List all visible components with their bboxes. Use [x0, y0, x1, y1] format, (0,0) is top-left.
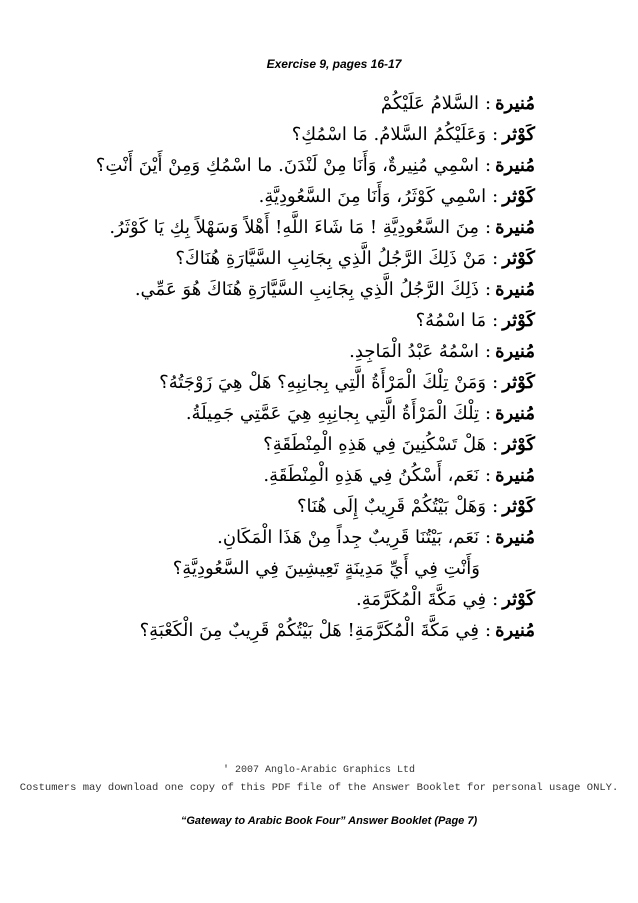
dialogue-line: [35, 615, 535, 646]
speaker-name: كَوْثر: [502, 248, 535, 269]
speaker-name: مُنيرة: [495, 217, 535, 238]
speaker-separator: :: [492, 310, 499, 331]
dialogue-line: [35, 460, 535, 491]
speaker-name: مُنيرة: [495, 341, 535, 362]
speaker-separator: :: [485, 620, 492, 641]
utterance-text: فِي مَكَّةَ الْمُكَرَّمَةِ.: [356, 589, 487, 610]
speaker-separator: :: [492, 124, 499, 145]
dialogue-line: [35, 212, 535, 243]
speaker-name: كَوْثر: [502, 496, 535, 517]
utterance-text: وَعَلَيْكُمُ السَّلامُ. مَا اسْمُكِ؟: [291, 124, 487, 145]
dialogue-line: [35, 150, 535, 181]
utterance-text: تِلْكَ الْمَرْأَةُ الَّتِي بِجانِبِهِ هِيَ عَمَّتِي جَمِيلَةُ.: [185, 403, 480, 424]
speaker-name: مُنيرة: [495, 403, 535, 424]
utterance-text: مَنْ ذَلِكَ الرَّجُلُ الَّذِي بِجَانِبِ السَّيَّارَةِ هُنَاكَ؟: [175, 248, 487, 269]
speaker-name: مُنيرة: [495, 93, 535, 114]
speaker-name: مُنيرة: [495, 527, 535, 548]
speaker-separator: :: [492, 186, 499, 207]
utterance-text: فِي مَكَّةَ الْمُكَرَّمَةِ! هَلْ بَيْتُكُمْ قَرِيبٌ مِنَ الْكَعْبَةِ؟: [139, 620, 480, 641]
dialogue-line: [35, 119, 535, 150]
dialogue-line: [35, 243, 535, 274]
dialogue-line: [35, 274, 535, 305]
speaker-name: مُنيرة: [495, 279, 535, 300]
speaker-name: كَوْثر: [502, 434, 535, 455]
utterance-text: اسْمِي مُنِيرةٌ، وَأَنَا مِنْ لَنْدَنَ. ما اسْمُكِ وَمِنْ أَيْنَ أَنْتِ؟: [95, 155, 480, 176]
exercise-title: Exercise 9, pages 16-17: [266, 57, 402, 71]
speaker-separator: :: [485, 341, 492, 362]
dialogue-line: [35, 336, 535, 367]
dialogue-line: [35, 584, 535, 615]
speaker-name: مُنيرة: [495, 155, 535, 176]
copyright-line: ' 2007 Anglo-Arabic Graphics Ltd: [222, 765, 416, 776]
dialogue-line: [35, 491, 535, 522]
dialogue: [35, 88, 535, 646]
speaker-separator: :: [485, 527, 492, 548]
speaker-name: مُنيرة: [495, 465, 535, 486]
speaker-name: كَوْثر: [502, 186, 535, 207]
utterance-text: هَلْ تَسْكُنِينَ فِي هَذِهِ الْمِنْطَقَةِ؟: [263, 434, 487, 455]
speaker-name: مُنيرة: [495, 620, 535, 641]
utterance-text: ذَلِكَ الرَّجُلُ الَّذِي بِجَانِبِ السَّيَّارَةِ هُنَاكَ هُوَ عَمِّي.: [134, 279, 480, 300]
speaker-separator: :: [492, 434, 499, 455]
speaker-name: كَوْثر: [502, 589, 535, 610]
dialogue-line: [35, 181, 535, 212]
dialogue-line: [35, 553, 535, 584]
utterance-text: وَمَنْ تِلْكَ الْمَرْأَةُ الَّتِي بِجانِبِهِ؟ هَلْ هِيَ زَوْجَتُهُ؟: [159, 372, 487, 393]
speaker-separator: :: [492, 248, 499, 269]
speaker-separator: :: [485, 155, 492, 176]
dialogue-line: [35, 429, 535, 460]
utterance-text: مَا اسْمُهُ؟: [415, 310, 487, 331]
speaker-separator: :: [492, 496, 499, 517]
speaker-name: كَوْثر: [502, 372, 535, 393]
utterance-text: وَأَنْتِ فِي أَيِّ مَدِينَةٍ تَعِيشِينَ فِي السَّعُودِيَّةِ؟: [172, 558, 480, 579]
speaker-separator: :: [485, 403, 492, 424]
utterance-text: وَهَلْ بَيْتُكُمْ قَرِيبٌ إِلَى هُنَا؟: [296, 496, 487, 517]
usage-notice: Costumers may download one copy of this PDF file of the Answer Booklet for personal usage ONLY.: [19, 782, 619, 794]
utterance-text: اسْمُهُ عَبْدُ الْمَاجِدِ.: [349, 341, 480, 362]
speaker-name: كَوْثر: [502, 310, 535, 331]
utterance-text: اسْمِي كَوْثَرُ، وَأَنَا مِنَ السَّعُودِيَّةِ.: [258, 186, 487, 207]
dialogue-line: [35, 522, 535, 553]
speaker-separator: :: [492, 589, 499, 610]
speaker-separator: :: [485, 93, 492, 114]
utterance-text: نَعَم، بَيْتُنَا قَرِيبٌ جِداً مِنْ هَذَا الْمَكَانِ.: [217, 527, 480, 548]
booklet-page-label: “Gateway to Arabic Book Four” Answer Booklet (Page 7): [180, 815, 478, 827]
speaker-separator: :: [485, 465, 492, 486]
speaker-separator: :: [485, 279, 492, 300]
utterance-text: نَعَم، أَسْكُنُ فِي هَذِهِ الْمِنْطَقَةِ.: [263, 465, 480, 486]
speaker-name: كَوْثر: [502, 124, 535, 145]
speaker-separator: :: [485, 217, 492, 238]
dialogue-line: [35, 305, 535, 336]
utterance-text: مِنَ السَّعُودِيَّةِ ! مَا شَاءَ اللَّهِ! أَهْلاً وَسَهْلاً بِكِ يَا كَوْثَرُ.: [109, 217, 480, 238]
dialogue-line: [35, 88, 535, 119]
speaker-separator: :: [492, 372, 499, 393]
dialogue-line: [35, 398, 535, 429]
utterance-text: السَّلامُ عَلَيْكُمْ: [380, 93, 480, 114]
dialogue-line: [35, 367, 535, 398]
